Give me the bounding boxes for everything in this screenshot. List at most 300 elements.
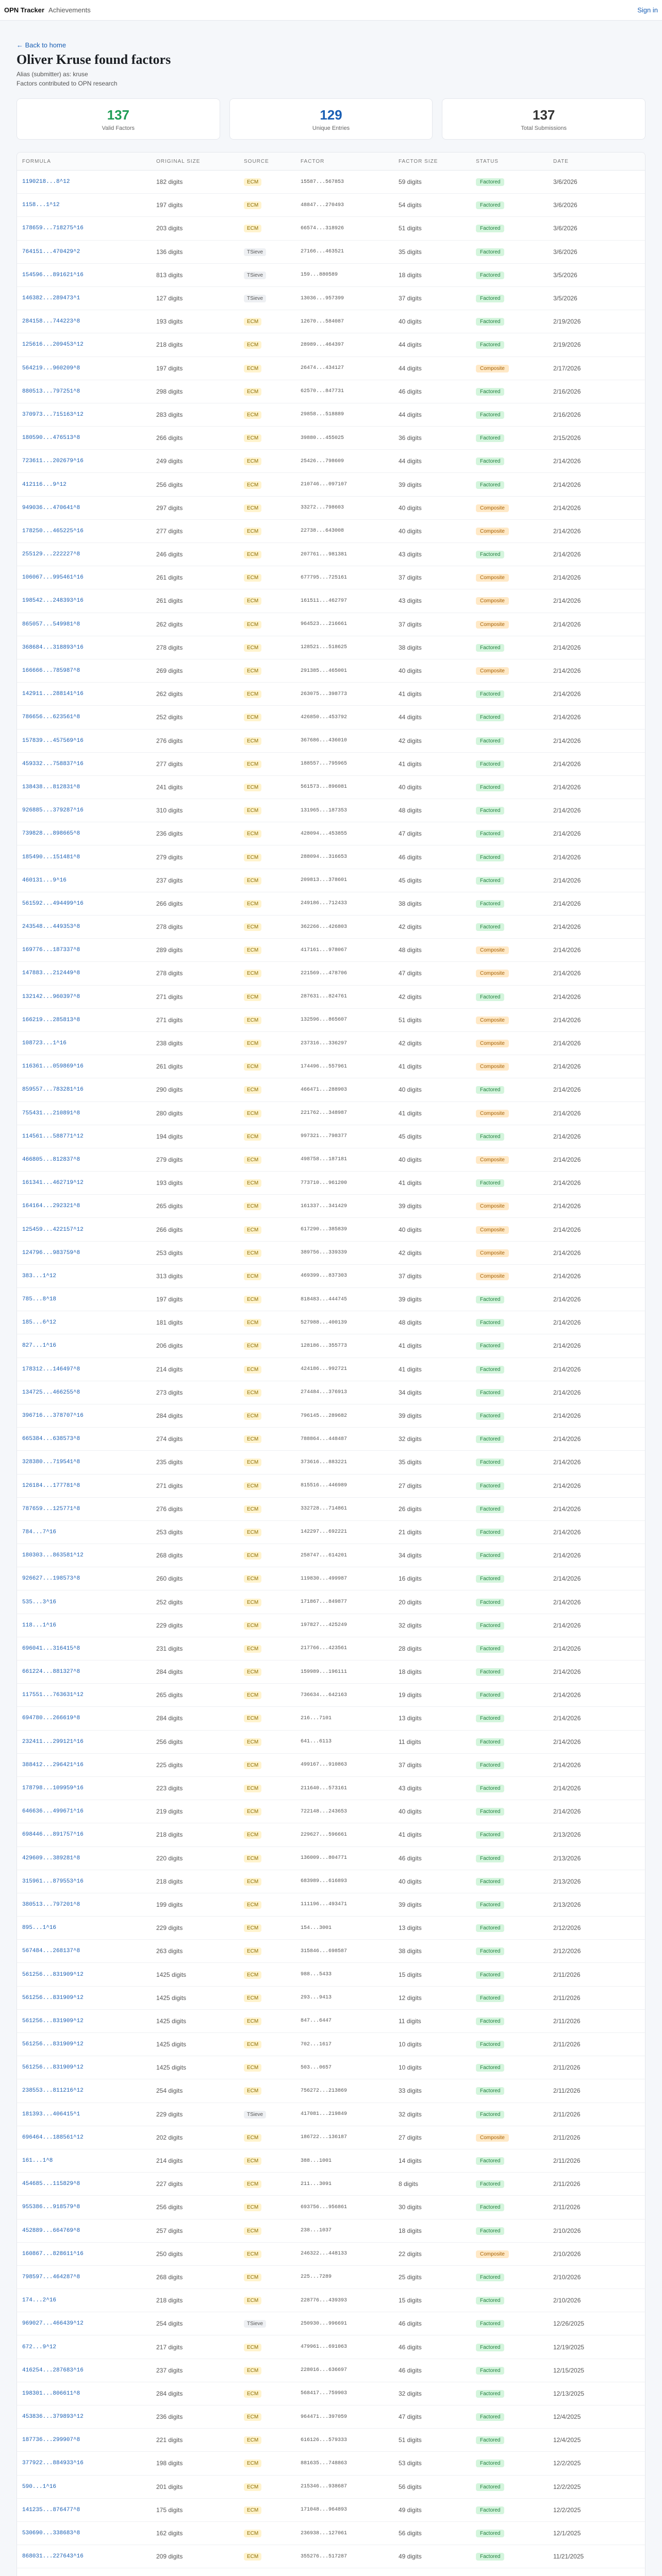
factor-value: 388...1001 <box>301 2158 332 2164</box>
factor-size: 35 digits <box>399 248 422 256</box>
formula-link[interactable]: 141235...876477^8 <box>22 2506 80 2513</box>
status-badge: Factored <box>476 1086 504 1094</box>
formula-link[interactable]: 117551...763631^12 <box>22 1692 84 1699</box>
factor-size: 8 digits <box>399 2180 419 2188</box>
source-cell <box>244 2529 301 2537</box>
factor-size: 27 digits <box>399 1482 422 1489</box>
formula-link[interactable]: 166666...785987^8 <box>22 668 80 674</box>
date: 2/14/2026 <box>553 1202 581 1210</box>
table-row <box>17 2219 645 2243</box>
table-row <box>17 1544 645 1567</box>
formula-link[interactable]: 561256...831909^12 <box>22 2041 84 2048</box>
formula-link[interactable]: 125459...422157^12 <box>22 1226 84 1233</box>
source-badge: ECM <box>244 2064 261 2072</box>
col-factor[interactable]: FACTOR <box>301 158 325 164</box>
table-row <box>17 2335 645 2359</box>
formula-link[interactable]: 380513...797201^8 <box>22 1901 80 1908</box>
formula-link[interactable]: 723611...202679^16 <box>22 458 84 465</box>
status-cell <box>476 1528 553 1536</box>
status-cell <box>476 527 553 535</box>
formula-link[interactable]: 452889...664769^8 <box>22 2227 80 2234</box>
factor-size: 13 digits <box>399 1715 422 1722</box>
source-badge: ECM <box>244 2436 261 2444</box>
formula-link[interactable]: 328380...719541^8 <box>22 1459 80 1466</box>
status-badge: Factored <box>476 2367 504 2375</box>
formula-link[interactable]: 377922...884933^16 <box>22 2460 84 2467</box>
formula-link[interactable]: 561256...831909^12 <box>22 1971 84 1978</box>
formula-link[interactable]: 157839...457569^16 <box>22 737 84 744</box>
original-size: 284 digits <box>156 1715 183 1722</box>
col-date[interactable]: DATE <box>553 158 569 164</box>
date: 2/14/2026 <box>553 853 581 861</box>
source-cell <box>244 573 301 582</box>
factor-size: 12 digits <box>399 1994 422 2002</box>
status-badge: Factored <box>476 2390 504 2398</box>
source-badge: ECM <box>244 365 261 372</box>
factor-size: 54 digits <box>399 201 422 209</box>
factor-size: 42 digits <box>399 1040 422 1047</box>
original-size: 279 digits <box>156 1156 183 1163</box>
col-factor-size[interactable]: FACTOR SIZE <box>399 158 438 164</box>
source-badge: ECM <box>244 830 261 838</box>
source-badge: ECM <box>244 1156 261 1164</box>
source-badge: ECM <box>244 1738 261 1746</box>
formula-link[interactable]: 198542...248393^16 <box>22 598 84 604</box>
status-badge: Composite <box>476 528 509 535</box>
date: 2/11/2026 <box>553 2157 581 2165</box>
formula-link[interactable]: 243548...449353^8 <box>22 924 80 930</box>
stat-value: 137 <box>107 107 130 123</box>
back-link[interactable]: ← Back to home <box>16 41 67 49</box>
source-badge: ECM <box>244 2274 261 2281</box>
source-cell <box>244 2227 301 2235</box>
formula-link[interactable]: 161...1^8 <box>22 2158 53 2164</box>
date: 2/14/2026 <box>553 760 581 768</box>
factor-value: 48847...270493 <box>301 202 344 208</box>
status-cell <box>476 201 553 209</box>
formula-link[interactable]: 755431...210891^8 <box>22 1110 80 1116</box>
source-badge: ECM <box>244 621 261 629</box>
formula-link[interactable]: 880513...797251^8 <box>22 388 80 395</box>
factor-size: 47 digits <box>399 830 422 838</box>
source-cell <box>244 667 301 675</box>
col-original-size[interactable]: ORIGINAL SIZE <box>156 158 201 164</box>
formula-link[interactable]: 429609...389281^8 <box>22 1855 80 1861</box>
date: 2/13/2026 <box>553 1877 581 1885</box>
formula-link[interactable]: 388412...296421^16 <box>22 1761 84 1768</box>
nav-achievements[interactable]: Achievements <box>48 6 91 14</box>
brand-logo[interactable]: OPN Tracker <box>4 6 45 14</box>
source-cell <box>244 1551 301 1560</box>
factor-value: 211...3091 <box>301 2181 332 2187</box>
status-cell <box>476 1435 553 1443</box>
factor-value: 142297...692221 <box>301 1529 347 1535</box>
date: 2/14/2026 <box>553 946 581 954</box>
formula-link[interactable]: 859557...783281^16 <box>22 1087 84 1093</box>
factor-value: 373616...883221 <box>301 1459 347 1465</box>
formula-link[interactable]: 530690...338683^8 <box>22 2530 80 2537</box>
date: 2/14/2026 <box>553 1505 581 1513</box>
date: 3/5/2026 <box>553 271 577 279</box>
source-cell <box>244 1295 301 1303</box>
status-cell <box>476 1714 553 1722</box>
source-badge: ECM <box>244 1855 261 1862</box>
formula-link[interactable]: 238553...811216^12 <box>22 2088 84 2094</box>
formula-link[interactable]: 416254...287683^16 <box>22 2367 84 2374</box>
formula-link[interactable]: 187736...299907^8 <box>22 2437 80 2444</box>
status-cell <box>476 1458 553 1466</box>
source-badge: ECM <box>244 1622 261 1630</box>
source-badge: ECM <box>244 1459 261 1466</box>
status-badge: Factored <box>476 1878 504 1886</box>
source-badge: ECM <box>244 714 261 721</box>
status-badge: Factored <box>476 737 504 745</box>
formula-link[interactable]: 1190218...8^12 <box>22 179 70 185</box>
status-cell <box>476 1877 553 1886</box>
formula-link[interactable]: 535...3^16 <box>22 1599 57 1605</box>
status-cell <box>476 806 553 815</box>
formula-link[interactable]: 665384...638573^8 <box>22 1436 80 1443</box>
formula-link[interactable]: 567484...268137^8 <box>22 1948 80 1955</box>
table-row <box>17 1870 645 1893</box>
status-cell <box>476 690 553 698</box>
factor-value: 293...9413 <box>301 1995 332 2001</box>
status-cell <box>476 2273 553 2281</box>
formula-link[interactable]: 164164...292321^8 <box>22 1203 80 1210</box>
table-row <box>17 1125 645 1148</box>
formula-link[interactable]: 180590...476513^8 <box>22 435 80 442</box>
formula-link[interactable]: 672...9^12 <box>22 2344 57 2350</box>
formula-link[interactable]: 146382...289473^1 <box>22 295 80 302</box>
factor-size: 32 digits <box>399 1621 422 1629</box>
date: 2/11/2026 <box>553 2041 581 2048</box>
status-cell <box>476 1971 553 1979</box>
col-status[interactable]: STATUS <box>476 158 499 164</box>
source-badge: TSieve <box>244 272 266 279</box>
formula-link[interactable]: 255129...222227^8 <box>22 551 80 558</box>
formula-link[interactable]: 132142...960397^8 <box>22 993 80 1000</box>
source-badge: ECM <box>244 1924 261 1932</box>
factor-value: 258747...614201 <box>301 1552 347 1558</box>
status-badge: Factored <box>476 1831 504 1839</box>
formula-link[interactable]: 138438...812831^8 <box>22 784 80 790</box>
status-badge: Factored <box>476 1924 504 1932</box>
status-cell <box>476 1621 553 1630</box>
formula-link[interactable]: 955386...918579^8 <box>22 2204 80 2211</box>
formula-link[interactable]: 926627...198573^8 <box>22 1575 80 1582</box>
original-size: 257 digits <box>156 2227 183 2234</box>
factor-value: 209813...378601 <box>301 877 347 884</box>
original-size: 201 digits <box>156 2483 183 2490</box>
status-badge: Factored <box>476 923 504 931</box>
factor-size: 14 digits <box>399 2157 422 2165</box>
status-badge: Factored <box>476 2204 504 2211</box>
date: 2/14/2026 <box>553 1040 581 1047</box>
formula-link[interactable]: 694780...266619^8 <box>22 1715 80 1722</box>
formula-link[interactable]: 114561...588771^12 <box>22 1133 84 1140</box>
status-cell <box>476 2017 553 2025</box>
formula-link[interactable]: 178250...465225^16 <box>22 528 84 534</box>
formula-link[interactable]: 696041...316415^8 <box>22 1645 80 1652</box>
status-cell <box>476 1691 553 1699</box>
formula-link[interactable]: 174...2^16 <box>22 2297 57 2304</box>
date: 2/14/2026 <box>553 1226 581 1233</box>
source-badge: ECM <box>244 1040 261 1047</box>
table-row <box>17 2499 645 2522</box>
formula-link[interactable]: 134725...466255^8 <box>22 1389 80 1396</box>
factor-value: 355276...517287 <box>301 2553 347 2560</box>
date: 12/2/2025 <box>553 2483 581 2490</box>
status-badge: Factored <box>476 1761 504 1769</box>
factor-size: 15 digits <box>399 2297 422 2304</box>
status-cell <box>476 2389 553 2398</box>
source-cell <box>244 2436 301 2444</box>
formula-link[interactable]: 561256...831909^12 <box>22 2064 84 2071</box>
table-row <box>17 1032 645 1055</box>
source-badge: ECM <box>244 1505 261 1513</box>
status-cell <box>476 853 553 861</box>
status-badge: Factored <box>476 854 504 861</box>
status-cell <box>476 1574 553 1583</box>
formula-link[interactable]: 412116...9^12 <box>22 481 67 488</box>
formula-link[interactable]: 564219...960209^8 <box>22 365 80 371</box>
original-size: 238 digits <box>156 1040 183 1047</box>
table-row <box>17 2056 645 2079</box>
formula-link[interactable]: 661224...881327^8 <box>22 1669 80 1675</box>
formula-link[interactable]: 827...1^16 <box>22 1343 57 1349</box>
formula-link[interactable]: 166219...285813^8 <box>22 1016 80 1023</box>
source-cell <box>244 1901 301 1909</box>
date: 2/14/2026 <box>553 1528 581 1536</box>
original-size: 271 digits <box>156 1482 183 1489</box>
table-row <box>17 217 645 240</box>
status-cell <box>476 1505 553 1513</box>
date: 2/11/2026 <box>553 2017 581 2025</box>
formula-link[interactable]: 1158...1^12 <box>22 202 60 209</box>
sign-in-link[interactable]: Sign in <box>637 6 658 14</box>
factor-size: 20 digits <box>399 1598 422 1606</box>
factor-value: 964523...216661 <box>301 621 347 628</box>
formula-link[interactable]: 466805...812837^8 <box>22 1156 80 1163</box>
factor-value: 616126...579333 <box>301 2437 347 2443</box>
table-row <box>17 427 645 450</box>
factor-size: 37 digits <box>399 1272 422 1280</box>
factor-size: 44 digits <box>399 714 422 721</box>
formula-link[interactable]: 178659...718275^16 <box>22 225 84 232</box>
status-cell <box>476 504 553 512</box>
source-badge: ECM <box>244 1552 261 1560</box>
factor-value: 28989...464397 <box>301 342 344 348</box>
formula-link[interactable]: 739828...898665^8 <box>22 831 80 837</box>
formula-link[interactable]: 696464...188561^12 <box>22 2134 84 2141</box>
original-size: 218 digits <box>156 341 183 349</box>
formula-link[interactable]: 949036...470641^8 <box>22 504 80 511</box>
date: 2/13/2026 <box>553 1831 581 1839</box>
source-cell <box>244 2180 301 2188</box>
factor-size: 51 digits <box>399 1016 422 1024</box>
formula-link[interactable]: 561592...494499^16 <box>22 900 84 907</box>
status-badge: Factored <box>476 2180 504 2188</box>
factor-size: 42 digits <box>399 923 422 931</box>
status-cell <box>476 1226 553 1234</box>
formula-link[interactable]: 126184...177781^8 <box>22 1482 80 1489</box>
formula-link[interactable]: 142911...288141^16 <box>22 691 84 698</box>
stat-total-submissions <box>442 98 646 140</box>
original-size: 290 digits <box>156 1086 183 1094</box>
original-size: 236 digits <box>156 830 183 838</box>
date: 12/13/2025 <box>553 2389 585 2397</box>
date: 2/14/2026 <box>553 1575 581 1583</box>
table-row <box>17 1055 645 1078</box>
date: 2/11/2026 <box>553 2110 581 2118</box>
formula-link[interactable]: 185490...151481^8 <box>22 854 80 860</box>
formula-link[interactable]: 865057...549981^8 <box>22 621 80 628</box>
formula-link[interactable]: 161341...462719^12 <box>22 1180 84 1187</box>
source-cell <box>244 806 301 815</box>
factor-size: 37 digits <box>399 574 422 582</box>
formula-link[interactable]: 785...8^18 <box>22 1296 57 1303</box>
formula-link[interactable]: 969027...466439^12 <box>22 2320 84 2327</box>
formula-link[interactable]: 459332...758837^16 <box>22 760 84 767</box>
source-badge: ECM <box>244 1249 261 1257</box>
table-row <box>17 2452 645 2475</box>
formula-link[interactable]: 786656...623561^8 <box>22 714 80 721</box>
formula-link[interactable]: 646636...499671^16 <box>22 1808 84 1815</box>
date: 2/14/2026 <box>553 1156 581 1163</box>
formula-link[interactable]: 764151...470429^2 <box>22 248 80 255</box>
formula-link[interactable]: 370973...715163^12 <box>22 411 84 418</box>
status-badge: Factored <box>476 644 504 652</box>
date: 3/6/2026 <box>553 225 577 232</box>
source-cell <box>244 2459 301 2467</box>
formula-link[interactable]: 396716...378707^16 <box>22 1413 84 1419</box>
factor-value: 561573...896081 <box>301 784 347 790</box>
status-cell <box>476 1551 553 1560</box>
formula-link[interactable]: 124796...983759^8 <box>22 1249 80 1256</box>
formula-link[interactable]: 561256...831909^12 <box>22 1994 84 2001</box>
factor-value: 964471...397059 <box>301 2414 347 2420</box>
source-badge: ECM <box>244 2250 261 2258</box>
formula-link[interactable]: 125616...209453^12 <box>22 342 84 348</box>
source-cell <box>244 1784 301 1792</box>
factor-value: 66574...318926 <box>301 225 344 231</box>
original-size: 266 digits <box>156 900 183 907</box>
source-badge: ECM <box>244 1063 261 1071</box>
source-cell <box>244 713 301 721</box>
formula-link[interactable]: 895...1^16 <box>22 1925 57 1931</box>
factor-value: 736634...642163 <box>301 1692 347 1698</box>
formula-link[interactable]: 118...1^16 <box>22 1622 57 1629</box>
formula-link[interactable]: 185...6^12 <box>22 1319 57 1326</box>
formula-link[interactable]: 698446...891757^16 <box>22 1832 84 1838</box>
formula-link[interactable]: 798597...464287^8 <box>22 2274 80 2280</box>
factor-size: 39 digits <box>399 481 422 488</box>
status-cell <box>476 271 553 279</box>
source-badge: ECM <box>244 574 261 582</box>
formula-link[interactable]: 368684...318893^16 <box>22 644 84 651</box>
formula-link[interactable]: 590...1^16 <box>22 2483 57 2490</box>
formula-link[interactable]: 460131...9^16 <box>22 877 67 884</box>
factor-size: 41 digits <box>399 1365 422 1373</box>
formula-link[interactable]: 315961...879553^16 <box>22 1878 84 1885</box>
formula-link[interactable]: 160867...828611^16 <box>22 2250 84 2257</box>
col-formula[interactable]: FORMULA <box>22 158 51 164</box>
source-badge: TSieve <box>244 248 266 256</box>
formula-link[interactable]: 106067...995461^16 <box>22 574 84 581</box>
source-cell <box>244 248 301 256</box>
col-source[interactable]: SOURCE <box>244 158 269 164</box>
formula-link[interactable]: 180303...863581^12 <box>22 1552 84 1559</box>
formula-link[interactable]: 561256...831909^12 <box>22 2018 84 2024</box>
formula-link[interactable]: 868031...227643^16 <box>22 2553 84 2560</box>
date: 2/14/2026 <box>553 1109 581 1117</box>
original-size: 256 digits <box>156 481 183 488</box>
original-size: 127 digits <box>156 295 183 302</box>
factor-value: 796145...289682 <box>301 1413 347 1419</box>
source-badge: ECM <box>244 1482 261 1490</box>
factor-size: 49 digits <box>399 2506 422 2514</box>
factor-value: 677795...725161 <box>301 574 347 581</box>
formula-link[interactable]: 178312...146497^8 <box>22 1366 80 1372</box>
formula-link[interactable]: 108723...1^16 <box>22 1040 67 1047</box>
date: 2/16/2026 <box>553 387 581 395</box>
status-badge: Composite <box>476 365 509 372</box>
formula-link[interactable]: 198301...806611^8 <box>22 2390 80 2397</box>
formula-link[interactable]: 383...1^12 <box>22 1273 57 1279</box>
formula-link[interactable]: 178798...109959^16 <box>22 1785 84 1792</box>
status-badge: Factored <box>476 1529 504 1536</box>
factor-value: 756272...213869 <box>301 2088 347 2094</box>
source-cell <box>244 2319 301 2328</box>
formula-link[interactable]: 169776...187337^8 <box>22 947 80 954</box>
factor-size: 46 digits <box>399 853 422 861</box>
factor-value: 29858...518889 <box>301 412 344 418</box>
original-size: 250 digits <box>156 2250 183 2258</box>
factor-size: 41 digits <box>399 760 422 768</box>
formula-link[interactable]: 232411...299121^16 <box>22 1738 84 1745</box>
source-cell <box>244 2413 301 2421</box>
factor-size: 15 digits <box>399 1971 422 1978</box>
table-row <box>17 2522 645 2545</box>
status-badge: Factored <box>476 2553 504 2561</box>
formula-link[interactable]: 454685...115829^8 <box>22 2181 80 2188</box>
formula-link[interactable]: 784...7^16 <box>22 1529 57 1535</box>
formula-link[interactable]: 154596...891621^16 <box>22 272 84 278</box>
formula-link[interactable]: 181393...406415^1 <box>22 2111 80 2117</box>
page-title: Oliver Kruse found factors <box>16 52 171 67</box>
original-size: 225 digits <box>156 1761 183 1769</box>
status-badge: Factored <box>476 481 504 489</box>
table-row <box>17 1963 645 1986</box>
table-row <box>17 450 645 473</box>
formula-link[interactable]: 147883...212449^8 <box>22 970 80 977</box>
formula-link[interactable]: 116361...059869^16 <box>22 1063 84 1070</box>
status-badge: Factored <box>476 248 504 256</box>
source-badge: ECM <box>244 434 261 442</box>
formula-link[interactable]: 926885...379287^16 <box>22 807 84 814</box>
status-badge: Factored <box>476 178 504 186</box>
status-cell <box>476 2436 553 2444</box>
date: 2/14/2026 <box>553 1552 581 1560</box>
date: 2/13/2026 <box>553 1854 581 1862</box>
formula-link[interactable]: 284158...744223^8 <box>22 318 80 325</box>
formula-link[interactable]: 453836...379893^12 <box>22 2414 84 2420</box>
table-header <box>17 152 645 171</box>
factor-size: 40 digits <box>399 527 422 535</box>
source-cell <box>244 457 301 465</box>
status-cell <box>476 1202 553 1210</box>
formula-link[interactable]: 787659...125771^8 <box>22 1505 80 1512</box>
